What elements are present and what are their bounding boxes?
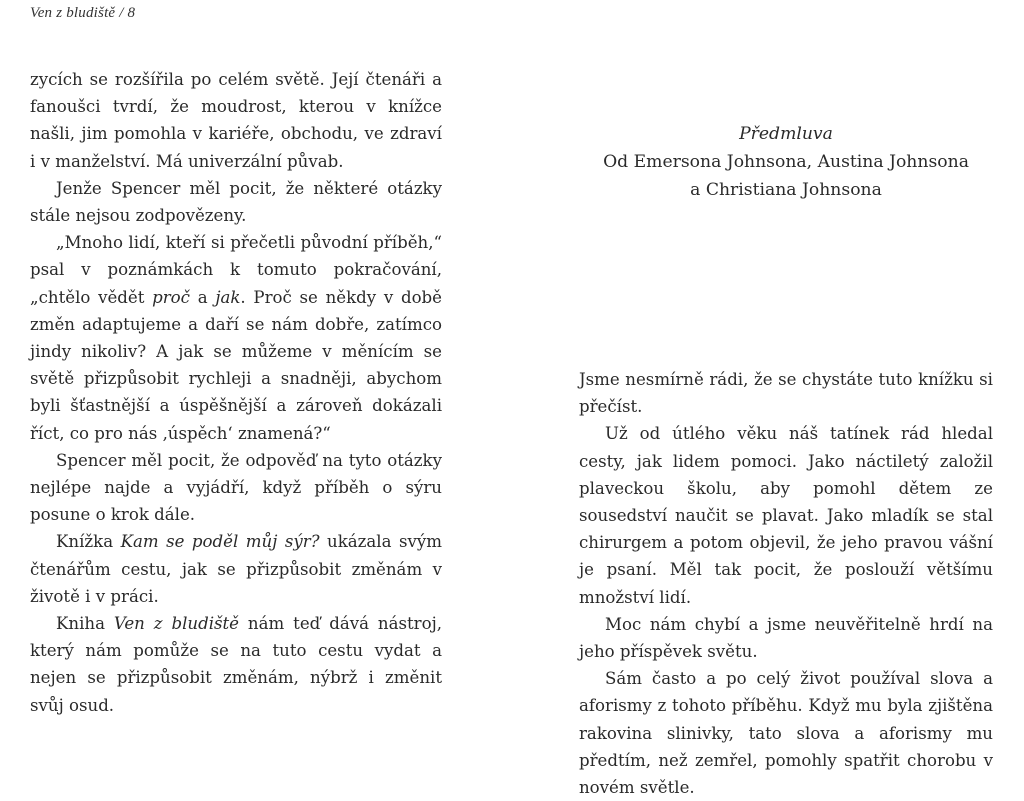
text-run: ukázala svým čtenářům cestu, jak se přizpůsobit změnám v životě i v práci. bbox=[30, 532, 442, 606]
right-page bbox=[579, 0, 993, 798]
paragraph: Jsme nesmírně rádi, že se chystáte tuto knížku si přečíst. bbox=[579, 370, 993, 417]
paragraph: Spencer měl pocit, že odpověď na tyto otázky nejlépe najde a vyjádří, když příběh o sýru posune o krok dále. bbox=[30, 450, 442, 525]
emphasis: proč bbox=[152, 287, 190, 307]
chapter-heading bbox=[579, 120, 993, 204]
text-run: Knížka bbox=[56, 532, 121, 552]
left-page bbox=[30, 0, 442, 768]
chapter-subtitle-line-2: a Christiana Johnsona bbox=[690, 180, 882, 200]
chapter-title: Předmluva bbox=[739, 124, 833, 144]
paragraph bbox=[30, 528, 442, 610]
book-title-emphasis: Kam se poděl můj sýr? bbox=[120, 532, 320, 552]
book-title-emphasis: Ven z bludiště bbox=[113, 614, 240, 634]
paragraph: Už od útlého věku náš tatínek rád hledal cesty, jak lidem pomoci. Jako náctiletý založil plaveckou školu, aby pomohl dětem ze sousedství naučit se plavat. Jako mladík se stal chirurgem a potom objevil, že jeho pravou vášní je psaní. Měl tak pocit, že poslouží většímu množství lidí. bbox=[579, 424, 993, 607]
paragraph: Sám často a po celý život používal slova a aforismy z tohoto příběhu. Když mu byla zjištěna rakovina slinivky, tato slova a aforismy mu předtím, než zemřel, pomohly spatřit chorobu v novém světle. bbox=[579, 669, 993, 798]
text-run: a bbox=[189, 287, 216, 307]
left-page-body bbox=[30, 66, 442, 719]
paragraph bbox=[30, 610, 442, 719]
text-run: . Proč se někdy v době změn adaptujeme a daří se nám dobře, zatímco jindy nikoliv? A jak se můžeme v měnícím se světě přizpůsobit rychleji a snadněji, abychom byli šťastnější a úspěšnější a zároveň dokázali říct, co pro nás ‚úspěch‘ znamená?“ bbox=[30, 287, 442, 443]
right-page-body bbox=[579, 366, 993, 801]
text-run: nám teď dává nástroj, který nám pomůže se na tuto cestu vydat a nejen se přizpůsobit změnám, nýbrž i změnit svůj osud. bbox=[30, 614, 443, 715]
paragraph: Moc nám chybí a jsme neuvěřitelně hrdí na jeho příspěvek světu. bbox=[579, 614, 993, 662]
paragraph bbox=[30, 229, 442, 447]
running-head: Ven z bludiště / 8 bbox=[30, 5, 136, 21]
chapter-subtitle-line-1: Od Emersona Johnsona, Austina Johnsona bbox=[603, 152, 969, 172]
paragraph: Jenže Spencer měl pocit, že některé otázky stále nejsou zodpovězeny. bbox=[30, 178, 442, 226]
text-run: Kniha bbox=[56, 614, 114, 634]
text-run: „Mnoho lidí, kteří si přečetli původní příběh,“ psal v poznámkách k tomuto pokračování, „chtělo vědět bbox=[30, 233, 442, 307]
emphasis: jak bbox=[215, 287, 241, 307]
paragraph: zycích se rozšířila po celém světě. Její čtenáři a fanoušci tvrdí, že moudrost, kterou v knížce našli, jim pomohla v kariéře, obchodu, ve zdraví i v manželství. Má univerzální půvab. bbox=[30, 70, 442, 171]
